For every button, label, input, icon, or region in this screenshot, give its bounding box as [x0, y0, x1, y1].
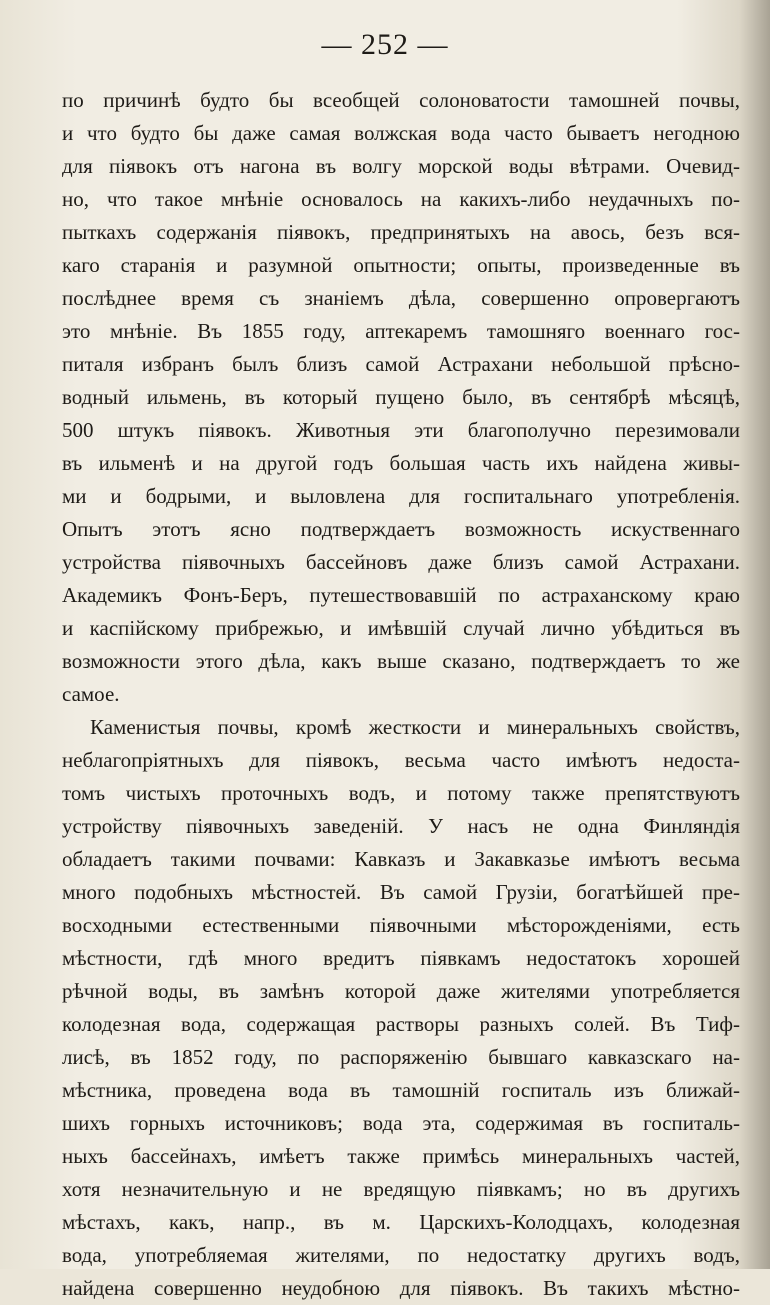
text-line: мѣстника, проведена вода въ тамошній госпиталь изъ ближай- — [62, 1078, 740, 1102]
text-line: 500 штукъ піявокъ. Животныя эти благополучно перезимовали — [62, 418, 740, 442]
text-line: Опытъ этотъ ясно подтверждаетъ возможность искуственнаго — [62, 517, 740, 541]
text-line: Академикъ Фонъ-Беръ, путешествовавшій по астраханскому краю — [62, 583, 740, 607]
text-line: но, что такое мнѣніе основалось на какихъ-либо неудачныхъ по- — [62, 187, 740, 211]
text-line: томъ чистыхъ проточныхъ водъ, и потому также препятствуютъ — [62, 781, 740, 805]
text-line: каго старанія и разумной опытности; опыты, произведенные въ — [62, 253, 740, 277]
text-line: ми и бодрыми, и выловлена для госпитальнаго употребленія. — [62, 484, 740, 508]
text-line: въ ильменѣ и на другой годъ большая часть ихъ найдена живы- — [62, 451, 740, 475]
page-number: — 252 — — [321, 28, 449, 61]
text-line: Каменистыя почвы, кромѣ жесткости и минеральныхъ свойствъ, — [90, 715, 740, 739]
text-line: водный ильмень, въ который пущено было, въ сентябрѣ мѣсяцѣ, — [62, 385, 740, 409]
paragraph — [62, 711, 740, 1305]
text-line: пыткахъ содержанія піявокъ, предпринятыхъ на авось, безъ вся- — [62, 220, 740, 244]
text-line: вода, употребляемая жителями, по недостатку другихъ водъ, — [62, 1243, 740, 1267]
text-line: неблагопріятныхъ для піявокъ, весьма часто имѣютъ недоста- — [62, 748, 740, 772]
text-line: мѣстности, гдѣ много вредитъ піявкамъ недостатокъ хорошей — [62, 946, 740, 970]
text-line: устройства піявочныхъ бассейновъ даже близъ самой Астрахани. — [62, 550, 740, 574]
text-line: восходными естественными піявочными мѣсторожденіями, есть — [62, 913, 740, 937]
text-line: самое. — [62, 682, 120, 706]
text-line: лисѣ, въ 1852 году, по распоряженію бывшаго кавказскаго на- — [62, 1045, 740, 1069]
text-line: для піявокъ отъ нагона въ волгу морской воды вѣтрами. Очевид- — [62, 154, 740, 178]
paragraph — [62, 84, 740, 711]
text-line: шихъ горныхъ источниковъ; вода эта, содержимая въ госпиталь- — [62, 1111, 740, 1135]
text-line: и что будто бы даже самая волжская вода часто бываетъ негодною — [62, 121, 740, 145]
text-line: послѣднее время съ знаніемъ дѣла, совершенно опровергаютъ — [62, 286, 740, 310]
text-line: мѣстахъ, какъ, напр., въ м. Царскихъ-Колодцахъ, колодезная — [62, 1210, 740, 1234]
text-line: рѣчной воды, въ замѣнъ которой даже жителями употребляется — [62, 979, 740, 1003]
text-line: и каспійскому прибрежью, и имѣвшій случай лично убѣдиться въ — [62, 616, 740, 640]
text-line: питаля избранъ былъ близъ самой Астрахани небольшой прѣсно- — [62, 352, 740, 376]
text-line: по причинѣ будто бы всеобщей солоноватости тамошней почвы, — [62, 88, 740, 112]
text-line: колодезная вода, содержащая растворы разныхъ солей. Въ Тиф- — [62, 1012, 740, 1036]
text-line: устройству піявочныхъ заведеній. У насъ не одна Финляндія — [62, 814, 740, 838]
text-line: много подобныхъ мѣстностей. Въ самой Грузіи, богатѣйшей пре- — [62, 880, 740, 904]
body-text — [62, 84, 740, 1305]
text-line: это мнѣніе. Въ 1855 году, аптекаремъ тамошняго военнаго гос- — [62, 319, 740, 343]
text-line: хотя незначительную и не вредящую піявкамъ; но въ другихъ — [62, 1177, 740, 1201]
text-line: возможности этого дѣла, какъ выше сказано, подтверждаетъ то же — [62, 649, 740, 673]
text-line: найдена совершенно неудобною для піявокъ. Въ такихъ мѣстно- — [62, 1276, 740, 1300]
text-line: ныхъ бассейнахъ, имѣетъ также примѣсь минеральныхъ частей, — [62, 1144, 740, 1168]
text-line: обладаетъ такими почвами: Кавказъ и Закавказье имѣютъ весьма — [62, 847, 740, 871]
